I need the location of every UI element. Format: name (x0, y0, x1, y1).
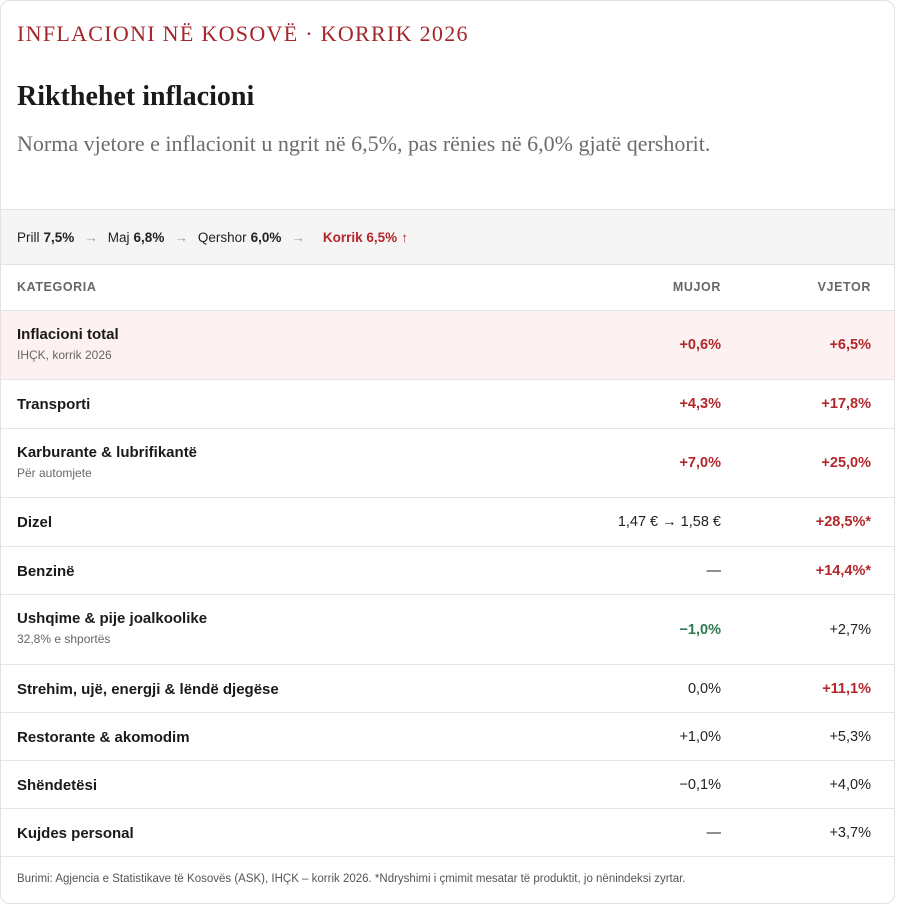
page-title: Rikthehet inflacioni (17, 81, 255, 112)
category-name: Shëndetësi (17, 777, 98, 794)
monthly-change: +7,0% (679, 455, 721, 471)
category-name: Kujdes personal (17, 825, 134, 842)
category-name: Transporti (17, 396, 91, 413)
category-name: Dizel (17, 514, 53, 531)
timeline-step-april (17, 230, 74, 245)
row-label (17, 610, 207, 646)
category-name: Benzinë (17, 563, 75, 580)
row-label (17, 396, 90, 413)
annual-change: +5,3% (829, 729, 871, 745)
header-monthly: MUJOR (672, 280, 721, 294)
table-row (1, 713, 895, 761)
source-footnote: Burimi: Agjencia e Statistikave të Kosovës (ASK), IHÇK – korrik 2026. *Ndryshimi i çmimit mesatar të produktit, jo nënindeksi zyrtar. (17, 873, 686, 885)
monthly-change: 0,0% (687, 681, 721, 697)
annual-change: +17,8% (821, 396, 871, 412)
monthly-change: +4,3% (679, 396, 721, 412)
table-header (1, 265, 895, 311)
monthly-change: — (706, 563, 721, 579)
category-note: Për automjete (17, 466, 92, 480)
timeline-month: Maj (107, 229, 130, 245)
header-category: KATEGORIA (17, 280, 97, 294)
header-annual: VJETOR (817, 280, 871, 294)
category-name: Ushqime & pije joalkoolike (17, 610, 208, 627)
row-label (17, 326, 119, 362)
category-name: Inflacioni total (17, 326, 119, 343)
category-name: Strehim, ujë, energji & lëndë djegëse (17, 681, 279, 698)
timeline-value: 6,0% (250, 229, 282, 245)
annual-change: +14,4%* (815, 563, 871, 579)
timeline-month: Prill (17, 229, 40, 245)
row-label (17, 681, 279, 698)
monthly-change: +1,0% (679, 729, 721, 745)
timeline-step-july-current (323, 230, 408, 245)
timeline-month: Qershor (197, 229, 247, 245)
category-name: Restorante & akomodim (17, 729, 190, 746)
row-label (17, 777, 97, 794)
monthly-change: 1,47 € → 1,58 € (617, 514, 721, 530)
table-row (1, 809, 895, 857)
monthly-change: +0,6% (679, 337, 721, 353)
timeline-value: 6,8% (133, 229, 165, 245)
table-row (1, 761, 895, 809)
row-label (17, 514, 52, 531)
right-arrow-icon: → (84, 229, 98, 245)
timeline-value: 7,5% (43, 229, 75, 245)
annual-change: +25,0% (821, 455, 871, 471)
row-label (17, 444, 197, 480)
page-subtitle: Norma vjetore e inflacionit u ngrit në 6,5%, pas rënies në 6,0% gjatë qershorit. (17, 131, 711, 156)
annual-change: +2,7% (829, 622, 871, 638)
monthly-change: −0,1% (679, 777, 721, 793)
table-row (1, 311, 895, 380)
row-label (17, 825, 134, 842)
annual-change: +6,5% (829, 337, 871, 353)
kicker-heading: INFLACIONI NË KOSOVË · KORRIK 2026 (17, 21, 469, 46)
row-label (17, 729, 190, 746)
category-note: IHÇK, korrik 2026 (17, 348, 112, 362)
annual-change: +11,1% (822, 681, 871, 697)
monthly-change: — (706, 825, 721, 841)
right-arrow-icon: → (291, 229, 305, 245)
monthly-change: −1,0% (679, 622, 721, 638)
timeline-step-june (198, 230, 282, 245)
table-row (1, 595, 895, 665)
table-row (1, 547, 895, 595)
annual-change: +3,7% (829, 825, 871, 841)
timeline-step-may (108, 230, 165, 245)
table-row (1, 665, 895, 713)
table-row (1, 380, 895, 429)
annual-change: +28,5%* (815, 514, 871, 530)
row-label (17, 563, 75, 580)
category-name: Karburante & lubrifikantë (17, 444, 198, 461)
table-row (1, 498, 895, 547)
up-arrow-icon: ↑ (401, 229, 408, 245)
right-arrow-icon: → (174, 229, 188, 245)
category-note: 32,8% e shportës (17, 632, 111, 646)
annual-change: +4,0% (829, 777, 871, 793)
timeline-current-label: Korrik 6,5% (322, 229, 398, 245)
inflation-timeline (1, 209, 895, 265)
table-row (1, 429, 895, 498)
